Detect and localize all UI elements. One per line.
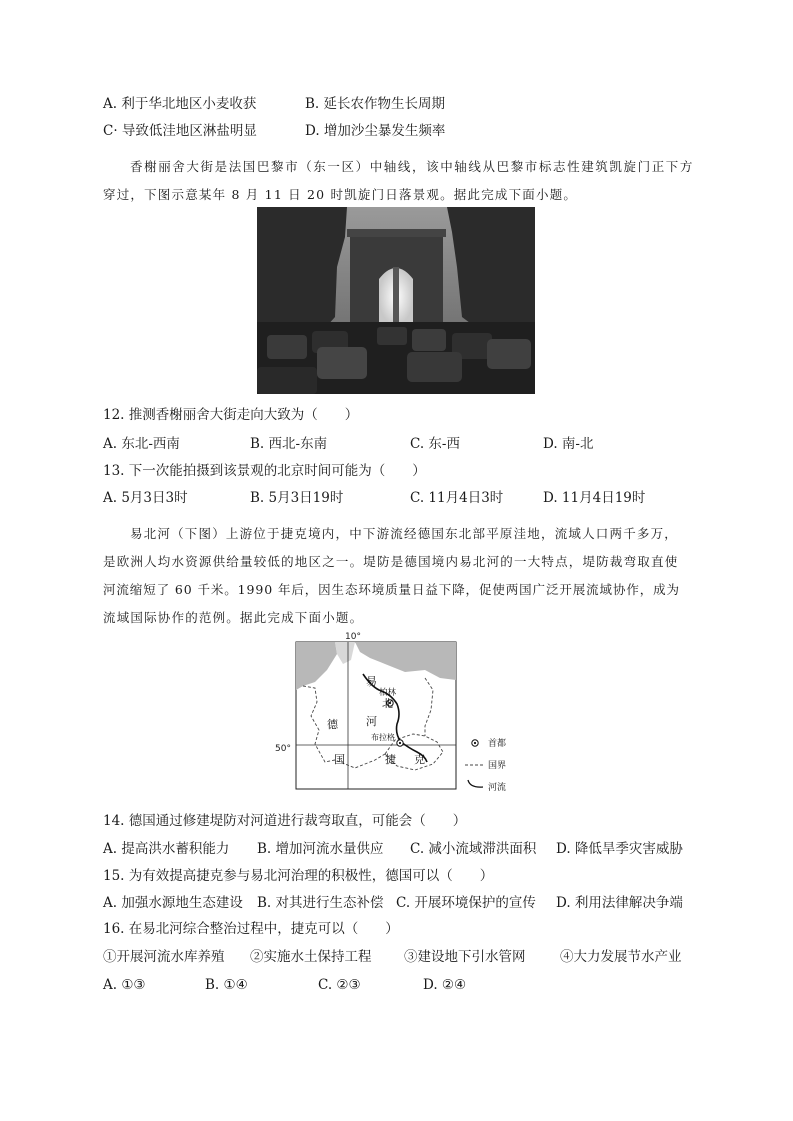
q13-option-b: B. 5月3日19时 [250,490,344,506]
q12-stem: 12. 推测香榭丽舍大街走向大致为（ ） [103,407,359,423]
q16-statement-3: ③建设地下引水管网 [404,949,526,965]
legend-river-icon [468,780,483,787]
passage2-line2: 是欧洲人均水资源供给量较低的地区之一。堤防是德国境内易北河的一大特点，堤防裁弯取直使 [103,554,679,569]
legend-capital-label: 首都 [488,739,507,749]
q14-option-a: A. 提高洪水蓄积能力 [103,841,230,857]
q12-option-d: D. 南-北 [543,436,594,452]
map-longitude-label: 10° [345,632,361,642]
prev-option-a: A. 利于华北地区小麦收获 [103,96,257,112]
passage2-line3: 河流缩短了 60 千米。1990 年后，因生态环境质量日益下降，促使两国广泛开展流域协作，成为 [103,582,680,597]
map-label-he: 河 [366,715,377,728]
map-label-berlin: 柏林 [379,688,397,698]
map-label-guo: 国 [334,753,345,766]
q15-option-a: A. 加强水源地生态建设 [103,895,243,911]
prev-option-c: C· 导致低洼地区淋盐明显 [103,123,257,139]
passage1-line2: 穿过，下图示意某年 8 月 11 日 20 时凯旋门日落景观。据此完成下面小题。 [103,187,578,202]
map-label-prague: 布拉格 [371,733,395,742]
arc-de-triomphe-sunset-photo [257,207,535,394]
q12-option-b: B. 西北-东南 [250,436,328,452]
q15-option-b: B. 对其进行生态补偿 [257,895,384,911]
elbe-river-map [275,630,535,800]
q14-option-d: D. 降低旱季灾害威胁 [556,841,683,857]
q16-statement-1: ①开展河流水库养殖 [103,949,225,965]
q13-option-c: C. 11月4日3时 [410,490,504,506]
passage1-line1: 香榭丽舍大街是法国巴黎市（东一区）中轴线，该中轴线从巴黎市标志性建筑凯旋门正下方 [130,159,695,174]
map-label-yi: 易 [366,675,377,688]
q14-option-c: C. 减小流域滞洪面积 [410,841,537,857]
q16-statement-4: ④大力发展节水产业 [560,949,682,965]
prev-option-d: D. 增加沙尘暴发生频率 [305,123,446,139]
q15-option-d: D. 利用法律解决争端 [556,895,683,911]
legend-river-label: 河流 [488,783,507,793]
q13-stem: 13. 下一次能拍摄到该景观的北京时间可能为（ ） [103,463,426,479]
map-label-de: 德 [327,718,338,731]
passage2-line1: 易北河（下图）上游位于捷克境内，中下游流经德国东北部平原洼地，流域人口两千多万， [130,526,679,541]
q16-option-b: B. ①④ [205,977,248,993]
q16-statement-2: ②实施水土保持工程 [250,949,372,965]
q16-option-c: C. ②③ [318,977,361,993]
q15-option-c: C. 开展环境保护的宣传 [396,895,536,911]
prev-option-b: B. 延长农作物生长周期 [305,96,446,112]
map-latitude-label: 50° [275,744,291,754]
passage2-line4: 流域国际协作的范例。据此完成下面小题。 [103,610,364,625]
q16-option-a: A. ①③ [103,977,146,993]
q14-stem: 14. 德国通过修建堤防对河道进行裁弯取直，可能会（ ） [103,813,467,829]
q16-stem: 16. 在易北河综合整治过程中，捷克可以（ ） [103,921,399,937]
map-label-jie: 捷 [385,753,396,766]
q16-option-d: D. ②④ [423,977,467,993]
legend-border-label: 国界 [488,761,507,771]
q12-option-c: C. 东-西 [410,436,460,452]
map-label-ke: 克 [414,753,425,766]
q13-option-a: A. 5月3日3时 [103,490,188,506]
q15-stem: 15. 为有效提高捷克参与易北河治理的积极性，德国可以（ ） [103,868,494,884]
q12-option-a: A. 东北-西南 [103,436,180,452]
q14-option-b: B. 增加河流水量供应 [257,841,384,857]
map-label-bei: 北 [382,697,393,710]
q13-option-d: D. 11月4日19时 [543,490,646,506]
